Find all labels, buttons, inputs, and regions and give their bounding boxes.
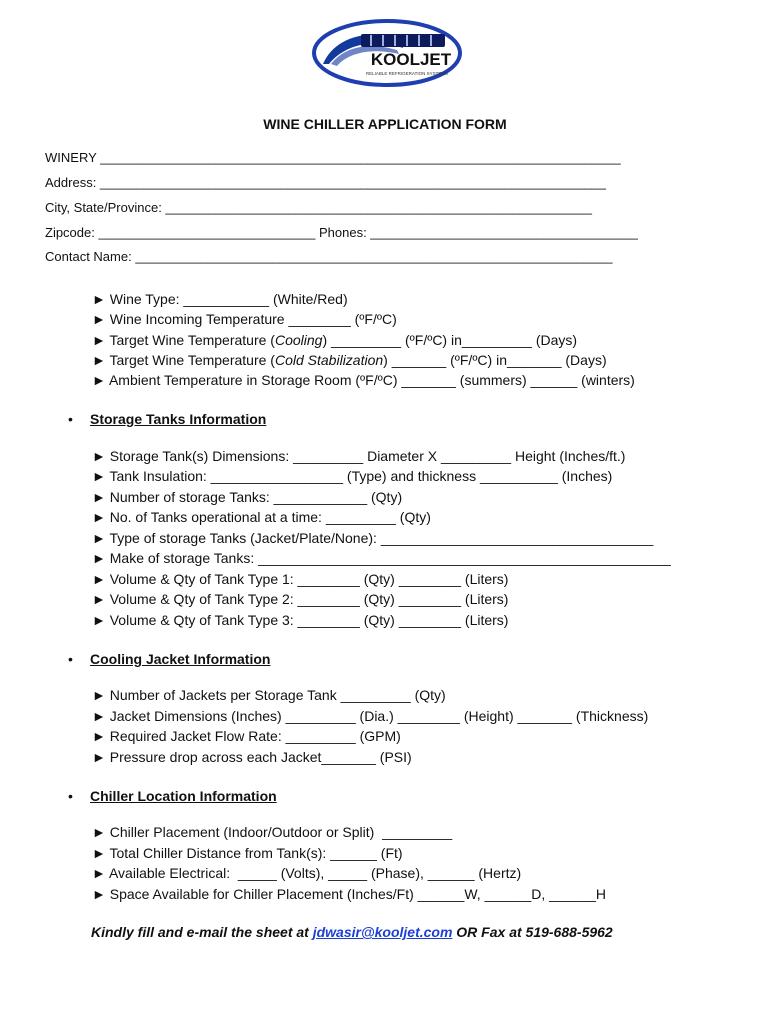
target-cold-a: ► Target Wine Temperature ( xyxy=(92,352,275,368)
winery-field[interactable]: WINERY ________________________________________________________________________ xyxy=(45,150,621,165)
location-heading-text: Chiller Location Information xyxy=(90,788,277,804)
location-item[interactable]: ► Total Chiller Distance from Tank(s): ______ (Ft) xyxy=(92,845,403,861)
location-item[interactable]: ► Available Electrical: _____ (Volts), _____ (Phase), ______ (Hertz) xyxy=(92,865,522,881)
location-item[interactable]: ► Chiller Placement (Indoor/Outdoor or Split) _________ xyxy=(92,824,453,840)
city-state-field[interactable]: City, State/Province: ___________________________________________________________ xyxy=(45,200,592,215)
storage-section-heading xyxy=(68,411,266,427)
target-cooling-a: ► Target Wine Temperature ( xyxy=(92,332,275,348)
form-title: WINE CHILLER APPLICATION FORM xyxy=(263,116,507,132)
storage-item[interactable]: ► Storage Tank(s) Dimensions: _________ Diameter X _________ Height (Inches/ft.) xyxy=(92,448,626,464)
storage-heading-text: Storage Tanks Information xyxy=(90,411,267,427)
bullet-dot: • xyxy=(68,411,73,427)
incoming-temp-field[interactable]: ► Wine Incoming Temperature ________ (ºF/ºC) xyxy=(92,311,397,327)
email-link[interactable]: jdwasir@kooljet.com xyxy=(312,924,453,940)
storage-item[interactable]: ► No. of Tanks operational at a time: _________ (Qty) xyxy=(92,509,431,525)
storage-item[interactable]: ► Number of storage Tanks: ____________ (Qty) xyxy=(92,489,403,505)
target-cooling-field[interactable] xyxy=(92,332,577,348)
jacket-heading-text: Cooling Jacket Information xyxy=(90,651,271,667)
storage-item[interactable]: ► Volume & Qty of Tank Type 1: ________ (Qty) ________ (Liters) xyxy=(92,571,509,587)
contact-name-field[interactable]: Contact Name: __________________________________________________________________ xyxy=(45,249,613,264)
target-cold-field[interactable] xyxy=(92,352,607,368)
jacket-item[interactable]: ► Jacket Dimensions (Inches) _________ (Dia.) ________ (Height) _______ (Thickness) xyxy=(92,708,649,724)
ambient-temp-field[interactable]: ► Ambient Temperature in Storage Room (ºF/ºC) _______ (summers) ______ (winters) xyxy=(92,372,635,388)
storage-item[interactable]: ► Type of storage Tanks (Jacket/Plate/None): ___________________________________ xyxy=(92,530,654,546)
target-cooling-c: ) _________ (ºF/ºC) in_________ (Days) xyxy=(322,332,578,348)
location-item[interactable]: ► Space Available for Chiller Placement (Inches/Ft) ______W, ______D, ______H xyxy=(92,886,607,902)
address-field[interactable]: Address: ______________________________________________________________________ xyxy=(45,175,607,190)
target-cold-c: ) _______ (ºF/ºC) in_______ (Days) xyxy=(383,352,607,368)
bullet-dot: • xyxy=(68,788,73,804)
storage-item[interactable]: ► Volume & Qty of Tank Type 2: ________ (Qty) ________ (Liters) xyxy=(92,591,509,607)
storage-item[interactable]: ► Make of storage Tanks: _____________________________________________________ xyxy=(92,550,671,566)
wine-type-field[interactable]: ► Wine Type: ___________ (White/Red) xyxy=(92,291,348,307)
bullet-dot: • xyxy=(68,651,73,667)
footer-suffix: OR Fax at 519-688-5962 xyxy=(452,924,613,940)
target-cooling-b: Cooling xyxy=(274,332,323,348)
logo-brand: KOOLJET xyxy=(370,50,452,69)
storage-item[interactable]: ► Tank Insulation: _________________ (Type) and thickness __________ (Inches) xyxy=(92,468,613,484)
jacket-item[interactable]: ► Required Jacket Flow Rate: _________ (GPM) xyxy=(92,728,401,744)
zip-phones-field[interactable]: Zipcode: ______________________________ Phones: _____________________________________ xyxy=(45,225,638,240)
target-cold-b: Cold Stabilization xyxy=(274,352,384,368)
kooljet-logo xyxy=(311,18,463,88)
jacket-item[interactable]: ► Pressure drop across each Jacket_______ (PSI) xyxy=(92,749,412,765)
jacket-section-heading xyxy=(68,651,270,667)
logo-tagline: RELIABLE REFRIGERATION SYSTEMS xyxy=(365,71,449,76)
logo-grille xyxy=(361,34,445,47)
footer-prefix: Kindly fill and e-mail the sheet at xyxy=(91,924,313,940)
footer-note xyxy=(91,924,613,940)
location-section-heading xyxy=(68,788,277,804)
jacket-item[interactable]: ► Number of Jackets per Storage Tank _________ (Qty) xyxy=(92,687,446,703)
storage-item[interactable]: ► Volume & Qty of Tank Type 3: ________ (Qty) ________ (Liters) xyxy=(92,612,509,628)
